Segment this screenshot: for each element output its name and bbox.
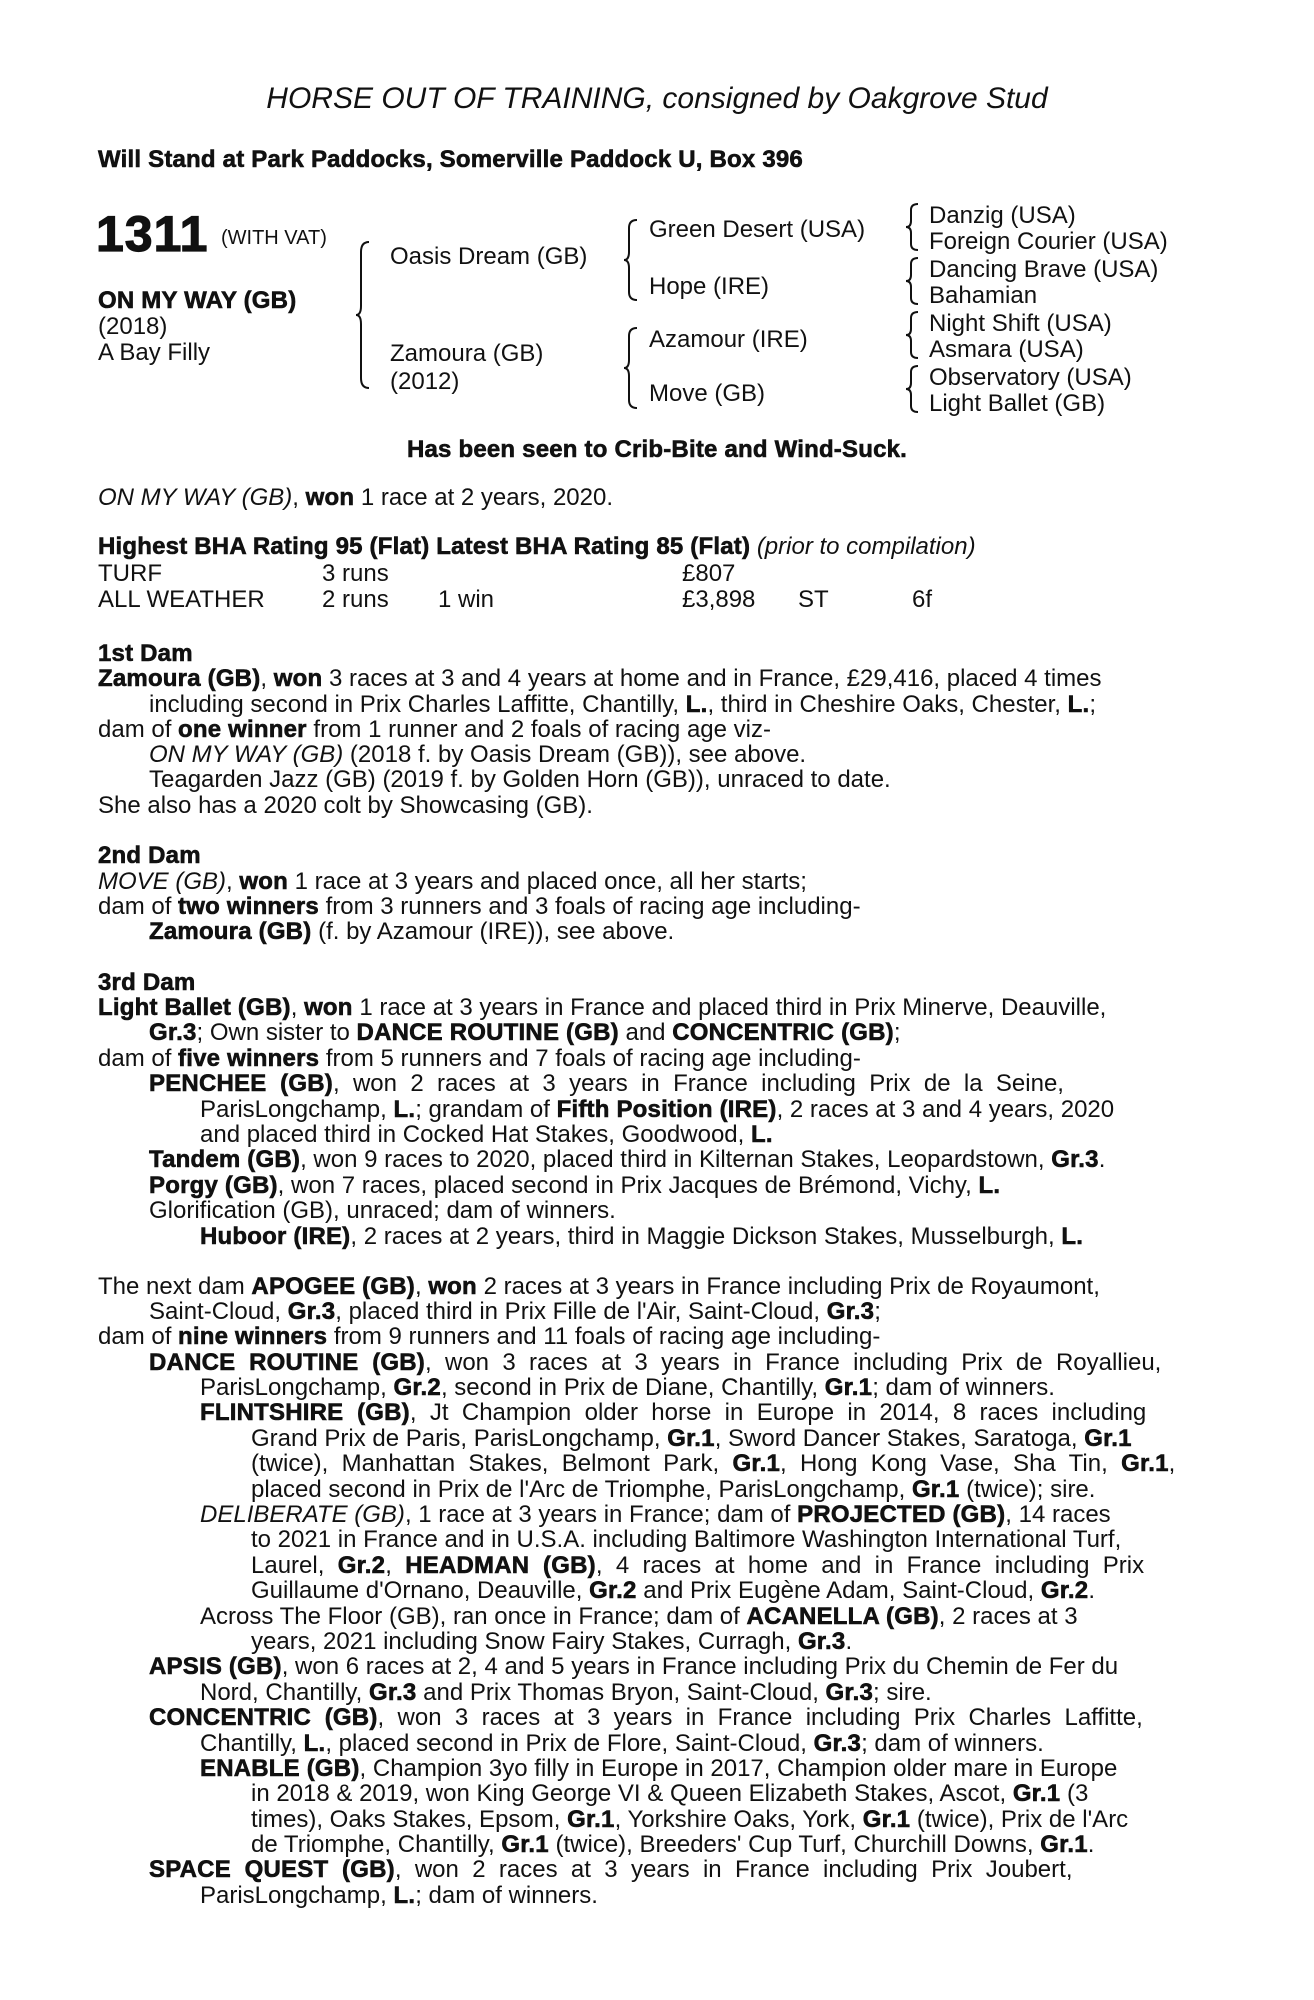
stand-location: Will Stand at Park Paddocks, Somerville Paddock U, Box 396	[98, 146, 803, 173]
pedigree-dam-sire: Azamour (IRE)	[649, 326, 808, 353]
text-line: MOVE (GB), won 1 race at 3 years and placed once, all her starts;	[98, 868, 807, 895]
pedigree-brace-ds	[905, 310, 921, 360]
ratings-prize: £3,898	[682, 586, 756, 613]
text-line: SPACE QUEST (GB), won 2 races at 3 years in France including Prix Joubert,	[149, 1856, 1073, 1883]
text-line: ParisLongchamp, Gr.2, second in Prix de Diane, Chantilly, Gr.1; dam of winners.	[200, 1374, 1055, 1401]
ratings-surface: TURF	[98, 560, 162, 587]
section-heading: 1st Dam	[98, 640, 193, 667]
text-line: Porgy (GB), won 7 races, placed second in Prix Jacques de Brémond, Vichy, L.	[149, 1172, 1001, 1199]
pedigree-sire: Oasis Dream (GB)	[390, 243, 588, 270]
text-line: Teagarden Jazz (GB) (2019 f. by Golden Horn (GB)), unraced to date.	[149, 766, 891, 793]
vat-note: (WITH VAT)	[221, 227, 327, 249]
pedigree-sire-sire: Green Desert (USA)	[649, 216, 866, 243]
text-line: DELIBERATE (GB), 1 race at 3 years in France; dam of PROJECTED (GB), 14 races	[200, 1501, 1111, 1528]
text-line: Chantilly, L., placed second in Prix de Flore, Saint-Cloud, Gr.3; dam of winners.	[200, 1730, 1044, 1757]
pedigree-brace-ss	[905, 202, 921, 252]
text-line: and placed third in Cocked Hat Stakes, Goodwood, L.	[200, 1121, 773, 1148]
horse-name: ON MY WAY (GB)	[98, 287, 297, 314]
horse-year: (2018)	[98, 313, 168, 340]
text-line: Nord, Chantilly, Gr.3 and Prix Thomas Bryon, Saint-Cloud, Gr.3; sire.	[200, 1679, 932, 1706]
text-line: DANCE ROUTINE (GB), won 3 races at 3 years in France including Prix de Royallieu,	[149, 1349, 1162, 1376]
text-line: Zamoura (GB) (f. by Azamour (IRE)), see above.	[149, 918, 675, 945]
pedigree-sds: Dancing Brave (USA)	[929, 256, 1159, 283]
text-line: including second in Prix Charles Laffitte, Chantilly, L., third in Cheshire Oaks, Chester, L.;	[149, 691, 1097, 718]
pedigree-dsd: Asmara (USA)	[929, 336, 1084, 363]
text-line: in 2018 & 2019, won King George VI & Queen Elizabeth Stakes, Ascot, Gr.1 (3	[251, 1780, 1089, 1807]
text-line: Across The Floor (GB), ran once in France; dam of ACANELLA (GB), 2 races at 3	[200, 1603, 1078, 1630]
pedigree-sdd: Bahamian	[929, 282, 1038, 309]
text-line: ParisLongchamp, L.; dam of winners.	[200, 1882, 598, 1909]
text-line: Glorification (GB), unraced; dam of winners.	[149, 1197, 616, 1224]
ratings-surface: ALL WEATHER	[98, 586, 265, 613]
text-line: dam of two winners from 3 runners and 3 foals of racing age including-	[98, 893, 861, 920]
text-line: Guillaume d'Ornano, Deauville, Gr.2 and Prix Eugène Adam, Saint-Cloud, Gr.2.	[251, 1577, 1096, 1604]
text-line: Tandem (GB), won 9 races to 2020, placed third in Kilternan Stakes, Leopardstown, Gr.3.	[149, 1146, 1106, 1173]
text-line: Huboor (IRE), 2 races at 2 years, third in Maggie Dickson Stakes, Musselburgh, L.	[200, 1223, 1084, 1250]
pedigree-dam-dam: Move (GB)	[649, 380, 766, 407]
text-line: She also has a 2020 colt by Showcasing (GB).	[98, 792, 593, 819]
ratings-runs: 3 runs	[322, 560, 389, 587]
vice-notice: Has been seen to Crib-Bite and Wind-Suck.	[406, 436, 908, 463]
lot-number: 1311	[96, 206, 209, 262]
pedigree-ddd: Light Ballet (GB)	[929, 390, 1106, 417]
text-line: dam of five winners from 5 runners and 7 foals of racing age including-	[98, 1045, 861, 1072]
text-line: dam of nine winners from 9 runners and 11 foals of racing age including-	[98, 1323, 881, 1350]
pedigree-sss: Danzig (USA)	[929, 202, 1076, 229]
section-heading: 3rd Dam	[98, 969, 196, 996]
text-line: ParisLongchamp, L.; grandam of Fifth Position (IRE), 2 races at 3 and 4 years, 2020	[200, 1096, 1115, 1123]
text-line: placed second in Prix de l'Arc de Triomphe, ParisLongchamp, Gr.1 (twice); sire.	[251, 1476, 1096, 1503]
pedigree-dds: Observatory (USA)	[929, 364, 1132, 391]
pedigree-dam: Zamoura (GB)	[390, 340, 544, 367]
ratings-prize: £807	[682, 560, 736, 587]
section-heading: 2nd Dam	[98, 842, 201, 869]
text-line: Saint-Cloud, Gr.3, placed third in Prix Fille de l'Air, Saint-Cloud, Gr.3;	[149, 1298, 881, 1325]
text-line: FLINTSHIRE (GB), Jt Champion older horse in Europe in 2014, 8 races including	[200, 1399, 1147, 1426]
pedigree-brace-sd	[905, 256, 921, 306]
horse-description: A Bay Filly	[98, 339, 211, 366]
pedigree-brace-main	[355, 240, 373, 390]
ratings-heading: Highest BHA Rating 95 (Flat) Latest BHA Rating 85 (Flat) (prior to compilation)	[98, 533, 976, 560]
text-line: The next dam APOGEE (GB), won 2 races at 3 years in France including Prix de Royaumont,	[98, 1273, 1100, 1300]
text-line: (twice), Manhattan Stakes, Belmont Park, Gr.1, Hong Kong Vase, Sha Tin, Gr.1,	[251, 1450, 1176, 1477]
ratings-runs: 2 runs	[322, 586, 389, 613]
text-line: ON MY WAY (GB) (2018 f. by Oasis Dream (GB)), see above.	[149, 741, 807, 768]
text-line: PENCHEE (GB), won 2 races at 3 years in France including Prix de la Seine,	[149, 1070, 1064, 1097]
text-line: ENABLE (GB), Champion 3yo filly in Europe in 2017, Champion older mare in Europe	[200, 1755, 1118, 1782]
pedigree-dss: Night Shift (USA)	[929, 310, 1112, 337]
text-line: Light Ballet (GB), won 1 race at 3 years in France and placed third in Prix Minerve, Deauville,	[98, 994, 1107, 1021]
pedigree-brace-sire	[623, 218, 641, 302]
race-summary: ON MY WAY (GB), won 1 race at 2 years, 2020.	[98, 484, 614, 511]
ratings-wins: 1 win	[438, 586, 495, 613]
text-line: de Triomphe, Chantilly, Gr.1 (twice), Breeders' Cup Turf, Churchill Downs, Gr.1.	[251, 1831, 1095, 1858]
text-line: Grand Prix de Paris, ParisLongchamp, Gr.1, Sword Dancer Stakes, Saratoga, Gr.1	[251, 1425, 1132, 1452]
pedigree-ssd: Foreign Courier (USA)	[929, 228, 1168, 255]
text-line: Zamoura (GB), won 3 races at 3 and 4 years at home and in France, £29,416, placed 4 times	[98, 665, 1102, 692]
text-line: APSIS (GB), won 6 races at 2, 4 and 5 years in France including Prix du Chemin de Fer du	[149, 1653, 1119, 1680]
pedigree-sire-dam: Hope (IRE)	[649, 273, 770, 300]
pedigree-brace-dam	[623, 326, 641, 410]
ratings-distance: 6f	[912, 586, 933, 613]
text-line: times), Oaks Stakes, Epsom, Gr.1, Yorkshire Oaks, York, Gr.1 (twice), Prix de l'Arc	[251, 1806, 1129, 1833]
ratings-going: ST	[798, 586, 829, 613]
page-title: HORSE OUT OF TRAINING, consigned by Oakgrove Stud	[266, 82, 1048, 115]
text-line: CONCENTRIC (GB), won 3 races at 3 years in France including Prix Charles Laffitte,	[149, 1704, 1143, 1731]
text-line: years, 2021 including Snow Fairy Stakes, Curragh, Gr.3.	[251, 1628, 853, 1655]
pedigree-brace-dd	[905, 364, 921, 414]
text-line: Laurel, Gr.2, HEADMAN (GB), 4 races at home and in France including Prix	[251, 1552, 1145, 1579]
text-line: to 2021 in France and in U.S.A. including Baltimore Washington International Turf,	[251, 1526, 1122, 1553]
pedigree-dam-year: (2012)	[390, 368, 460, 395]
text-line: Gr.3; Own sister to DANCE ROUTINE (GB) and CONCENTRIC (GB);	[149, 1019, 901, 1046]
text-line: dam of one winner from 1 runner and 2 foals of racing age viz-	[98, 716, 771, 743]
